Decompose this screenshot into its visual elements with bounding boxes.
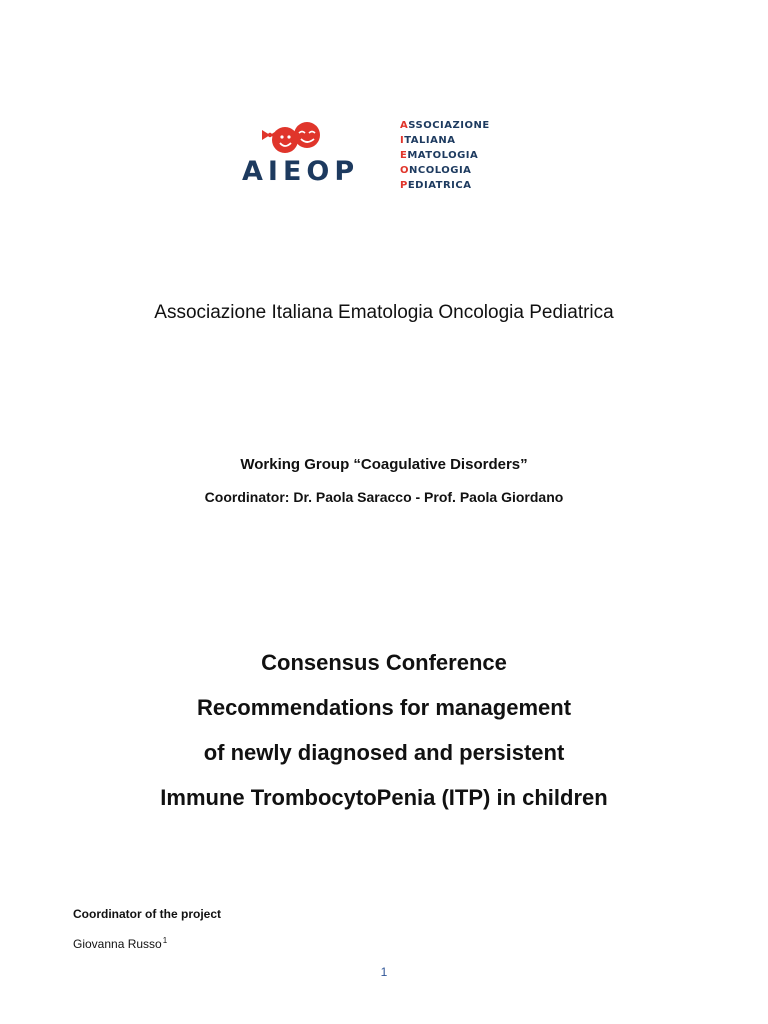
logo-acronym-line: PEDIATRICA bbox=[400, 180, 472, 191]
document-title bbox=[0, 648, 768, 828]
title-line: Recommendations for management bbox=[196, 695, 572, 720]
logo-acronym-line: ASSOCIAZIONE bbox=[400, 120, 490, 131]
logo-acronym-line: ITALIANA bbox=[400, 135, 456, 146]
title-line: Immune TrombocytoPenia (ITP) in children bbox=[160, 785, 608, 810]
working-group-heading: Working Group “Coagulative Disorders” bbox=[240, 456, 528, 473]
logo-wordmark: AIEOP bbox=[242, 156, 360, 187]
logo-acronym-line: ONCOLOGIA bbox=[400, 165, 472, 176]
logo-acronym bbox=[400, 118, 490, 193]
logo-acronym-line: EMATOLOGIA bbox=[400, 150, 479, 161]
title-line: Consensus Conference bbox=[261, 650, 507, 675]
organization-name: Associazione Italiana Ematologia Oncologia Pediatrica bbox=[154, 302, 614, 323]
project-coordinator-name: Giovanna Russo$^1$ bbox=[73, 936, 168, 951]
coordinators-line: Coordinator: Dr. Paola Saracco - Prof. Paola Giordano bbox=[204, 489, 564, 505]
title-line: of newly diagnosed and persistent bbox=[203, 740, 565, 765]
aieop-logo bbox=[240, 116, 490, 196]
page-number: 1 bbox=[380, 965, 388, 979]
affiliation-superscript: 1 bbox=[162, 936, 168, 945]
project-coordinator-label: Coordinator of the project bbox=[73, 907, 221, 921]
